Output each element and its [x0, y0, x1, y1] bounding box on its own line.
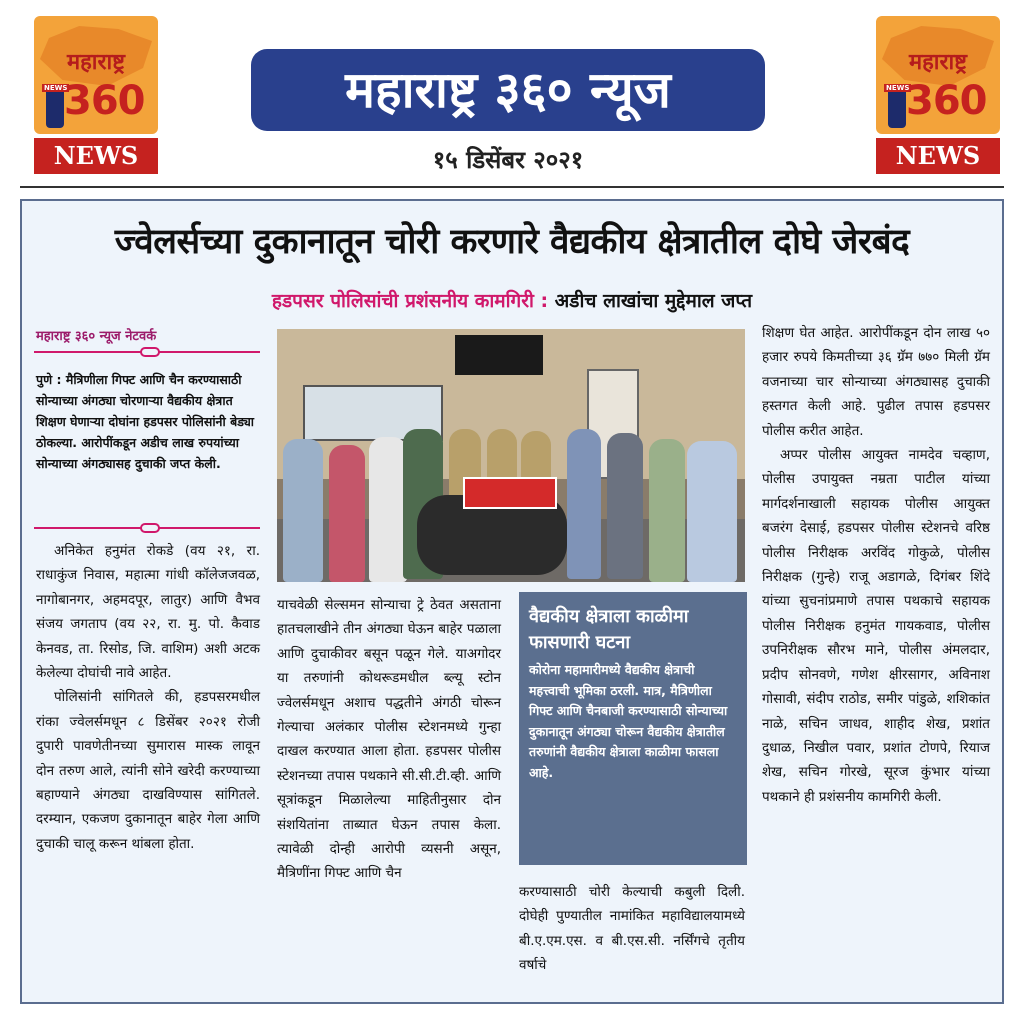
logo-brand-top: महाराष्ट्र [908, 50, 968, 75]
article-frame [20, 199, 1004, 1004]
logo-left [34, 16, 158, 174]
callout-box [519, 592, 747, 865]
subhead-highlight: हडपसर पोलिसांची प्रशंसनीय कामगिरी : [271, 290, 549, 312]
article-subhead [22, 287, 1002, 313]
logo-right [876, 16, 1000, 174]
logo-news-label: NEWS [34, 138, 158, 174]
byline-network: महाराष्ट्र ३६० न्यूज नेटवर्क [36, 329, 157, 344]
callout-title: वैद्यकीय क्षेत्राला काळीमा फासणारी घटना [529, 606, 689, 653]
mic-tag: NEWS [886, 84, 910, 92]
issue-date: १५ डिसेंबर २०२१ [432, 146, 584, 174]
news-photo [277, 329, 745, 582]
column-1 [36, 539, 260, 856]
logo-brand-number: 360 [906, 78, 987, 124]
microphone-icon [46, 86, 64, 128]
masthead-title: महाराष्ट्र ३६० न्यूज [251, 49, 765, 131]
article-headline: ज्वेलर्सच्या दुकानातून चोरी करणारे वैद्यकीय क्षेत्रातील दोघे जेरबंद [114, 222, 910, 262]
logo-news-label: NEWS [876, 138, 1000, 174]
microphone-icon [888, 86, 906, 128]
subhead-text: अडीच लाखांचा मुद्देमाल जप्त [554, 290, 753, 312]
paragraph: पोलिसांनी सांगितले की, हडपसरमधील रांका ज्वेलर्समधून ८ डिसेंबर २०२१ रोजी दुपारी पावणेतीनच्या सुमारास मास्क लावून दोन तरुण आले, त्यांनी सोने खरेदी करण्याच्या बहाण्याने अंगठ्या दाखविण्यास सांगितले. दरम्यान, एकजण दुकानातून बाहेर गेला आणि दुचाकी चालू करून थांबला होता. [36, 689, 260, 852]
column-2: याचवेळी सेल्समन सोन्याचा ट्रे ठेवत असताना हातचलाखीने तीन अंगठ्या घेऊन बाहेर पळाला आणि दुचाकीवर बसून पळून गेले. याअगोदर या तरुणांनी कोथरूडमधील ब्ल्यू स्टोन ज्वेलर्समधून अशाच पद्धतीने अंगठी चोरून गेल्याचा अलंकार पोलीस स्टेशनमध्ये गुन्हा दाखल करण्यात आला होता. हडपसर पोलीस स्टेशनच्या तपास पथकाने सी.सी.टी.व्ही. आणि सूत्रांकडून मिळालेल्या माहितीनुसार दोन संशयितांना ताब्यात घेऊन तपास केला. त्यावेळी दोन्ही आरोपी व्यसनी असून, मैत्रिणींना गिफ्ट आणि चैन [277, 597, 501, 882]
logo-brand-top: महाराष्ट्र [66, 50, 126, 75]
paragraph: अप्पर पोलीस आयुक्त नामदेव चव्हाण, पोलीस उपायुक्त नम्रता पाटील यांच्या मार्गदर्शनाखाली सहायक पोलीस आयुक्त बजरंग देसाई, हडपसर पोलीस स्टेशनचे वरिष्ठ पोलीस निरीक्षक अरविंद गोकुळे, पोलीस निरीक्षक (गुन्हे) राजू अडागळे, दिगंबर शिंदे यांच्या सुचनांप्रमाणे तपास पथकाचे सहायक पोलीस निरीक्षक हनुमंत गायकवाड, पोलीस उपनिरीक्षक सौरभ माने, पोलीस अंमलदार, प्रदीप सोनवणे, गणेश क्षीरसागर, अविनाश गोसावी, संदीप राठोड, समीर पांडुळे, शशिकांत नाळे, सचिन जाधव, शाहीद शेख, प्रशांत दुधाळ, निखील पवार, प्रशांत टोणपे, रियाज शेख, सचिन गोरखे, सूरज कुंभार यांच्या पथकाने ही प्रशंसनीय कामगिरी केली. [762, 447, 990, 805]
callout-body: कोरोना महामारीमध्ये वैद्यकीय क्षेत्राची महत्त्वाची भूमिका ठरली. मात्र, मैत्रिणीला गिफ्ट आणि चैनबाजी करण्यासाठी सोन्याच्या दुकानातून अंगठ्या चोरून वैद्यकीय क्षेत्रातील तरुणांनी वैद्यकीय क्षेत्राला काळीमा फासला आहे. [529, 662, 728, 780]
header-rule [20, 186, 1004, 188]
paragraph: शिक्षण घेत आहेत. आरोपींकडून दोन लाख ५० हजार रुपये किमतीच्या ३६ ग्रॅम ७७० मिली ग्रॅम वजनाच्या चार सोन्याच्या अंगठ्यासह दुचाकी हस्तगत केली आहे. पुढील तपास हडपसर पोलीस करीत आहेत. [762, 325, 990, 439]
article-lead: पुणे : मैत्रिणीला गिफ्ट आणि चैन करण्यासाठी सोन्याच्या अंगठ्या चोरणाऱ्या वैद्यकीय क्षेत्रात शिक्षण घेणाऱ्या दोघांना हडपसर पोलिसांनी बेड्या ठोकल्या. आरोपींकडून अडीच लाख रुपयांच्या सोन्याच्या अंगठ्यासह दुचाकी जप्त केली. [36, 372, 255, 471]
ornament-divider [34, 347, 260, 357]
column-4 [762, 321, 990, 809]
mic-tag: NEWS [44, 84, 68, 92]
paragraph: अनिकेत हनुमंत रोकडे (वय २१, रा. राधाकुंज निवास, महात्मा गांधी कॉलेजजवळ, नागोबानगर, अहमदपूर, लातुर) आणि वैभव संजय जगताप (वय २२, रा. मु. पो. कैवाड केनवड, ता. रिसोड, जि. वाशिम) अशी अटक केलेल्या दोघांची नावे आहेत. [36, 543, 260, 682]
column-3: करण्यासाठी चोरी केल्याची कबुली दिली. दोघेही पुण्यातील नामांकित महाविद्यालयामध्ये बी.ए.एम.एस. व बी.एस.सी. नर्सिंगचे तृतीय वर्षाचे [519, 884, 745, 974]
ornament-divider [34, 523, 260, 533]
logo-brand-number: 360 [64, 78, 145, 124]
